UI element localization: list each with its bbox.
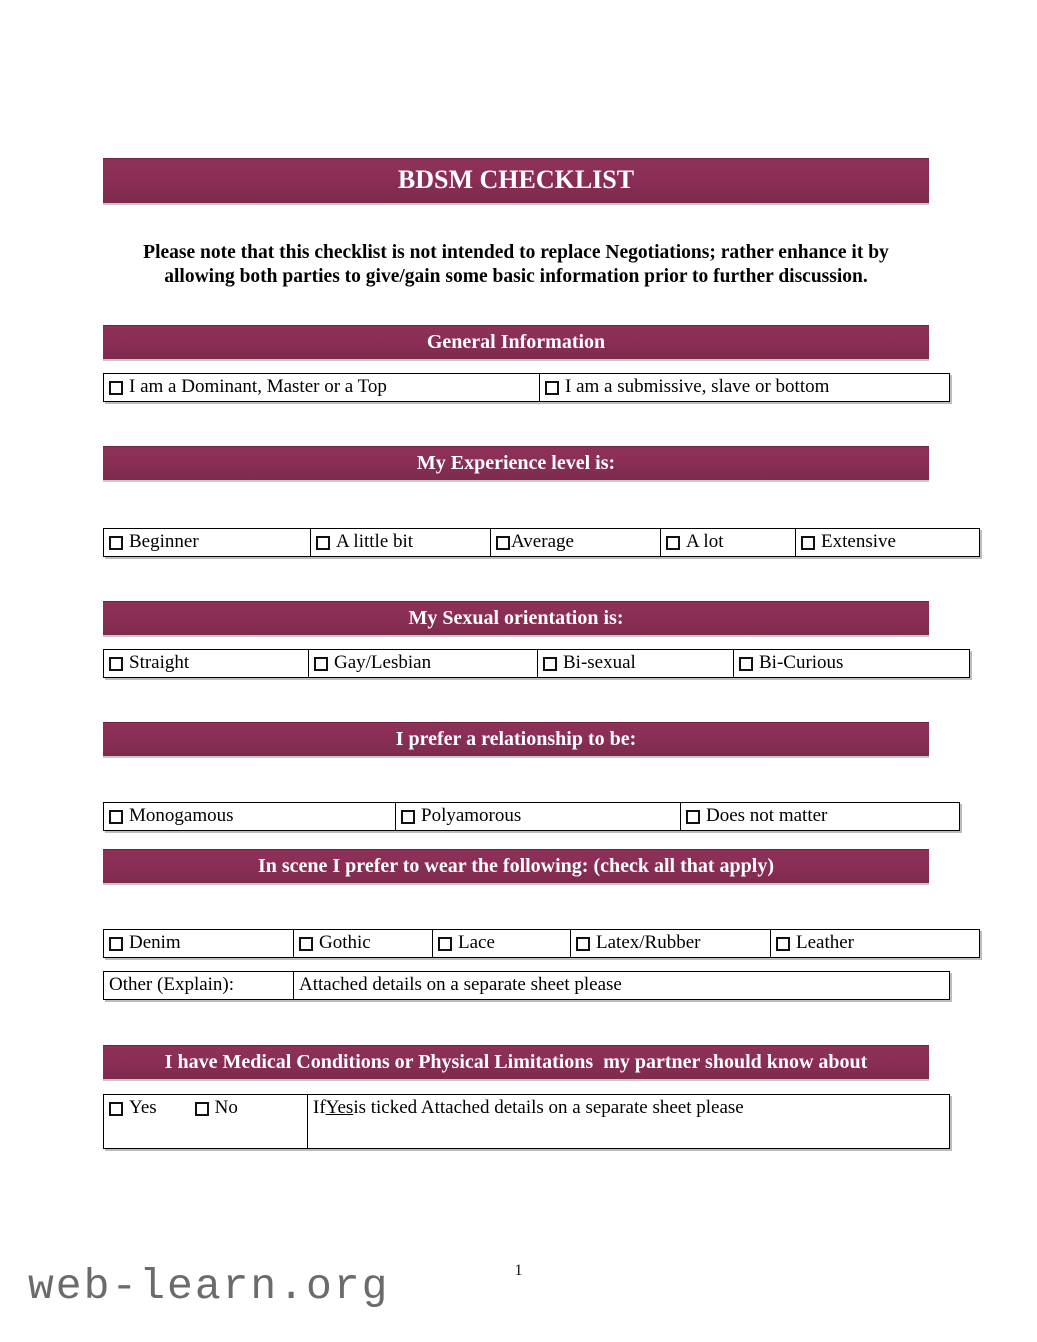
checkbox-bi-sexual[interactable] (543, 657, 557, 671)
option-cell-beginner[interactable] (104, 529, 311, 557)
option-label: Beginner (129, 531, 199, 553)
option-label: Bi-sexual (563, 652, 636, 674)
option-cell-leather[interactable] (771, 929, 980, 957)
medical-note-suffix: is ticked Attached details on a separate sheet please (353, 1096, 744, 1118)
table-row (104, 650, 970, 678)
option-cell-gay-lesbian[interactable] (309, 650, 538, 678)
checkbox-lace[interactable] (438, 937, 452, 951)
attire-other-table (103, 971, 950, 1000)
option-label: Bi-Curious (759, 652, 844, 674)
table-row (104, 971, 950, 999)
checkbox-a-lot[interactable] (666, 536, 680, 550)
checkbox-extensive[interactable] (801, 536, 815, 550)
table-row (104, 803, 960, 831)
medical-table (103, 1094, 950, 1149)
attire-table (103, 929, 980, 958)
watermark: web-learn.org (28, 1262, 390, 1311)
intro-paragraph: Please note that this checklist is not intended to replace Negotiations; rather enhance it by allowing both parties to give/gain some basic information prior to further discussion. (143, 242, 889, 287)
option-label: Gothic (319, 931, 371, 953)
experience-level-table (103, 528, 980, 557)
checkbox-average[interactable] (496, 536, 510, 550)
checkbox-gothic[interactable] (299, 937, 313, 951)
checkbox-medical-yes[interactable] (109, 1102, 123, 1116)
option-cell-denim[interactable] (104, 929, 294, 957)
option-label: Latex/Rubber (596, 931, 701, 953)
other-explain-label: Other (Explain): (104, 971, 294, 999)
checkbox-beginner[interactable] (109, 536, 123, 550)
option-cell-gothic[interactable] (294, 929, 433, 957)
document-title-bar: BDSM CHECKLIST (103, 158, 929, 205)
checkbox-a-little-bit[interactable] (316, 536, 330, 550)
checkbox-monogamous[interactable] (109, 810, 123, 824)
medical-note-cell[interactable] (308, 1094, 950, 1148)
medical-yes-no-cell[interactable] (104, 1094, 308, 1148)
section-heading-relationship: I prefer a relationship to be: (103, 722, 929, 758)
option-cell-latex-rubber[interactable] (571, 929, 771, 957)
checkbox-polyamorous[interactable] (401, 810, 415, 824)
option-label: Does not matter (706, 805, 828, 826)
medical-note-prefix: If (313, 1096, 326, 1118)
checkbox-denim[interactable] (109, 937, 123, 951)
option-label: Extensive (821, 531, 896, 553)
checkbox-straight[interactable] (109, 657, 123, 671)
option-label: No (214, 1096, 238, 1118)
option-cell-does-not-matter[interactable] (681, 803, 960, 831)
checkbox-bi-curious[interactable] (739, 657, 753, 671)
medical-note-emphasis: Yes (325, 1096, 354, 1118)
document-content (103, 0, 929, 1149)
option-cell-average[interactable] (491, 529, 661, 557)
section-heading-experience: My Experience level is: (103, 446, 929, 482)
page-number: 1 (514, 1262, 523, 1279)
section-heading-medical: I have Medical Conditions or Physical Limitations my partner should know about (103, 1045, 929, 1081)
checkbox-dominant[interactable] (109, 381, 123, 395)
option-cell-extensive[interactable] (796, 529, 980, 557)
option-label: Straight (129, 652, 190, 674)
option-label: Monogamous (129, 805, 234, 826)
checkbox-submissive[interactable] (545, 381, 559, 395)
option-label: A lot (686, 531, 724, 553)
option-cell-a-lot[interactable] (661, 529, 796, 557)
section-heading-attire: In scene I prefer to wear the following: (check all that apply) (103, 849, 929, 885)
option-cell-bi-curious[interactable] (734, 650, 970, 678)
general-information-table (103, 373, 950, 402)
table-row (104, 1094, 950, 1148)
option-cell-monogamous[interactable] (104, 803, 396, 831)
option-label: Leather (796, 931, 855, 953)
table-row (104, 374, 950, 402)
option-cell-polyamorous[interactable] (396, 803, 681, 831)
option-label: A little bit (336, 531, 414, 553)
option-cell-straight[interactable] (104, 650, 309, 678)
option-cell-dominant[interactable] (104, 374, 540, 402)
relationship-table (103, 802, 960, 831)
option-label: Lace (458, 931, 495, 953)
option-cell-a-little-bit[interactable] (311, 529, 491, 557)
checkbox-gay-lesbian[interactable] (314, 657, 328, 671)
sexual-orientation-table (103, 649, 970, 678)
option-label: Denim (129, 931, 181, 953)
option-label: Polyamorous (421, 805, 522, 826)
table-row (104, 929, 980, 957)
option-label: Average (511, 531, 574, 553)
option-cell-lace[interactable] (433, 929, 571, 957)
checkbox-medical-no[interactable] (195, 1102, 209, 1116)
option-cell-bi-sexual[interactable] (538, 650, 734, 678)
option-label: Gay/Lesbian (334, 652, 432, 674)
option-label: I am a Dominant, Master or a Top (129, 376, 387, 398)
other-explain-value[interactable]: Attached details on a separate sheet please (294, 971, 950, 999)
section-heading-orientation: My Sexual orientation is: (103, 601, 929, 637)
checkbox-latex-rubber[interactable] (576, 937, 590, 951)
section-heading-general: General Information (103, 325, 929, 361)
option-cell-submissive[interactable] (540, 374, 950, 402)
checkbox-leather[interactable] (776, 937, 790, 951)
option-label: I am a submissive, slave or bottom (565, 376, 830, 398)
table-row (104, 529, 980, 557)
option-label: Yes (129, 1096, 157, 1118)
checkbox-does-not-matter[interactable] (686, 810, 700, 824)
